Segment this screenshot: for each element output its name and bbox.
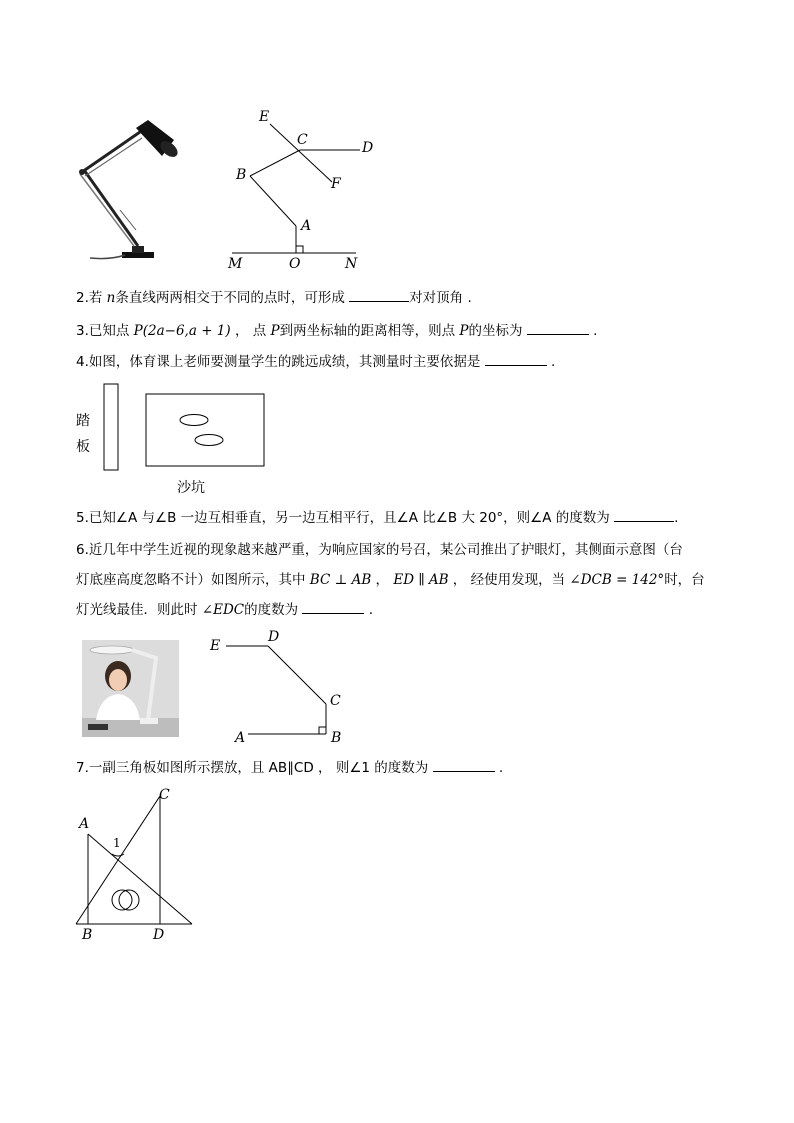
label-C-fig6: C [330, 693, 341, 709]
label-E: E [259, 109, 270, 125]
label-N: N [345, 256, 358, 272]
label-B-fig6: B [331, 730, 342, 746]
question-7: 7.一副三角板如图所示摆放，且 AB∥CD ， 则∠1 的度数为 . [76, 760, 504, 776]
question-6-line-3: 灯光线最佳．则此时 ∠EDC的度数为 . [76, 602, 374, 618]
label-B: B [236, 167, 247, 183]
label-D-fig7: D [153, 927, 165, 943]
label-A-fig7: A [79, 816, 90, 832]
sand-pit-caption: 沙坑 [177, 480, 205, 496]
label-A: A [301, 218, 312, 234]
desk-lamp-image [70, 110, 190, 265]
long-jump-figure [100, 382, 270, 472]
question-4: 4.如图，体育课上老师要测量学生的跳远成绩，其测量时主要依据是 . [76, 354, 556, 370]
answer-blank[interactable] [527, 322, 589, 335]
takeoff-board-label-1: 踏 [76, 413, 90, 429]
girl-with-lamp-image [82, 640, 179, 737]
answer-blank[interactable] [433, 759, 495, 772]
geometry-figure-triangles [72, 796, 202, 932]
answer-blank[interactable] [349, 289, 409, 302]
question-6-line-1: 6.近几年中学生近视的现象越来越严重，为响应国家的号召，某公司推出了护眼灯，其侧面示意图（台 [76, 542, 683, 558]
question-3: 3.已知点 P(2a−6,a + 1) ， 点 P到两坐标轴的距离相等，则点 P的坐标为 . [76, 323, 598, 339]
question-2: 2.若 n条直线两两相交于不同的点时，可形成 对对顶角 . [76, 290, 472, 306]
question-5: 5.已知∠A 与∠B 一边互相垂直，另一边互相平行，且∠A 比∠B 大 20°，则∠A 的度数为 . [76, 510, 679, 526]
label-D: D [362, 140, 374, 156]
label-C: C [297, 132, 308, 148]
label-A-fig6: A [235, 730, 246, 746]
answer-blank[interactable] [302, 601, 364, 614]
label-M: M [228, 256, 243, 272]
answer-blank[interactable] [614, 509, 674, 522]
angle-1-label: 1 [113, 836, 121, 850]
answer-blank[interactable] [485, 353, 547, 366]
label-E-fig6: E [210, 638, 221, 654]
label-F: F [331, 176, 341, 192]
label-C-fig7: C [159, 787, 170, 803]
label-D-fig6: D [268, 629, 280, 645]
geometry-figure-lamp [222, 104, 382, 274]
takeoff-board-label-2: 板 [76, 439, 90, 455]
question-6-line-2: 灯底座高度忽略不计）如图所示，其中 BC ⊥ AB ， ED ∥ AB ， 经使用发现，当 ∠DCB = 142°时，台 [76, 572, 705, 588]
label-B-fig7: B [82, 927, 93, 943]
label-O: O [289, 256, 301, 272]
